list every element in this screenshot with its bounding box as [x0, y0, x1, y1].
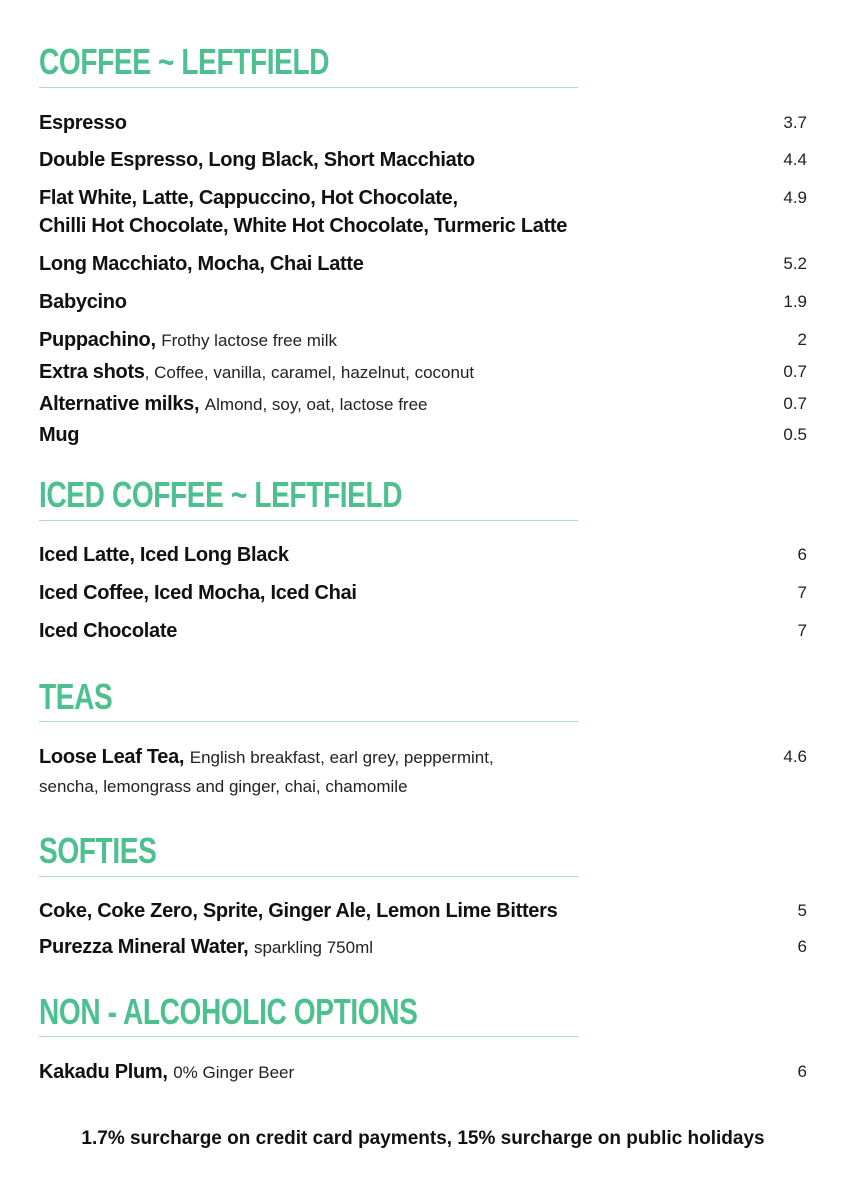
- item-price: 7: [797, 583, 807, 602]
- item-description-line2: sencha, lemongrass and ginger, chai, chamomile: [39, 777, 408, 796]
- item-price: 7: [797, 621, 807, 640]
- menu-item-alternative-milks: [39, 390, 807, 419]
- item-price: 5: [797, 901, 807, 920]
- item-name: Puppachino,: [39, 329, 156, 351]
- menu-item-mug: [39, 421, 807, 449]
- section-title-iced-coffee: ICED COFFEE ~ LEFTFIELD: [39, 474, 403, 515]
- item-name-line2: Chilli Hot Chocolate, White Hot Chocolate, Turmeric Latte: [39, 215, 568, 237]
- item-price: 4.4: [783, 150, 807, 169]
- menu-item-loose-leaf-tea: [39, 743, 807, 801]
- menu-item-soft-drinks: [39, 897, 807, 925]
- menu-item-double-espresso: [39, 146, 807, 174]
- item-description: Almond, soy, oat, lactose free: [204, 395, 428, 414]
- item-price: 4.6: [783, 747, 807, 766]
- menu-item-iced-chocolate: [39, 617, 807, 645]
- menu-item-extra-shots: [39, 358, 807, 387]
- item-price: 0.7: [783, 394, 807, 413]
- menu-item-espresso: [39, 109, 807, 137]
- item-price: 3.7: [783, 113, 807, 132]
- item-name: Purezza Mineral Water,: [39, 936, 249, 958]
- item-description: , Coffee, vanilla, caramel, hazelnut, coconut: [144, 363, 475, 382]
- item-description: Frothy lactose free milk: [161, 331, 337, 350]
- menu-item-long-macchiato: [39, 250, 807, 278]
- section-title-teas: TEAS: [39, 676, 113, 717]
- section-divider: [39, 520, 578, 521]
- item-name: Iced Coffee, Iced Mocha, Iced Chai: [39, 582, 357, 604]
- surcharge-note: 1.7% surcharge on credit card payments, 15% surcharge on public holidays: [81, 1128, 765, 1149]
- item-description: 0% Ginger Beer: [173, 1063, 295, 1082]
- menu-item-iced-coffee: [39, 579, 807, 607]
- item-name: Coke, Coke Zero, Sprite, Ginger Ale, Lemon Lime Bitters: [39, 900, 558, 922]
- menu-item-puppachino: [39, 326, 807, 355]
- item-price: 6: [797, 545, 807, 564]
- item-name: Babycino: [39, 291, 127, 313]
- section-title-coffee: COFFEE ~ LEFTFIELD: [39, 41, 330, 82]
- section-title-softies: SOFTIES: [39, 830, 157, 871]
- section-divider: [39, 87, 578, 88]
- section-divider: [39, 876, 578, 877]
- item-description: English breakfast, earl grey, peppermint,: [189, 748, 494, 767]
- menu-item-kakadu-plum: [39, 1058, 807, 1087]
- item-price: 0.7: [783, 362, 807, 381]
- menu-item-iced-latte: [39, 541, 807, 569]
- section-title-non-alcoholic: NON - ALCOHOLIC OPTIONS: [39, 991, 418, 1032]
- item-price: 1.9: [783, 292, 807, 311]
- item-name: Long Macchiato, Mocha, Chai Latte: [39, 253, 364, 275]
- item-price: 2: [797, 330, 807, 349]
- section-divider: [39, 1036, 578, 1037]
- item-price: 5.2: [783, 254, 807, 273]
- item-name: Iced Latte, Iced Long Black: [39, 544, 289, 566]
- item-name: Mug: [39, 424, 80, 446]
- item-name: Loose Leaf Tea,: [39, 746, 185, 768]
- item-name: Kakadu Plum,: [39, 1061, 168, 1083]
- item-price: 6: [797, 1062, 807, 1081]
- menu-item-mineral-water: [39, 933, 807, 962]
- item-name: Extra shots: [39, 361, 145, 383]
- item-name: Alternative milks,: [39, 393, 200, 415]
- item-price: 0.5: [783, 425, 807, 444]
- item-price: 6: [797, 937, 807, 956]
- menu-item-babycino: [39, 288, 807, 316]
- item-name: Iced Chocolate: [39, 620, 178, 642]
- item-name: Flat White, Latte, Cappuccino, Hot Chocolate,: [39, 187, 458, 209]
- menu-item-flat-white: [39, 184, 807, 240]
- item-name: Double Espresso, Long Black, Short Macchiato: [39, 149, 475, 171]
- item-name: Espresso: [39, 112, 127, 134]
- item-price: 4.9: [783, 188, 807, 207]
- item-description: sparkling 750ml: [253, 938, 374, 957]
- section-divider: [39, 721, 578, 722]
